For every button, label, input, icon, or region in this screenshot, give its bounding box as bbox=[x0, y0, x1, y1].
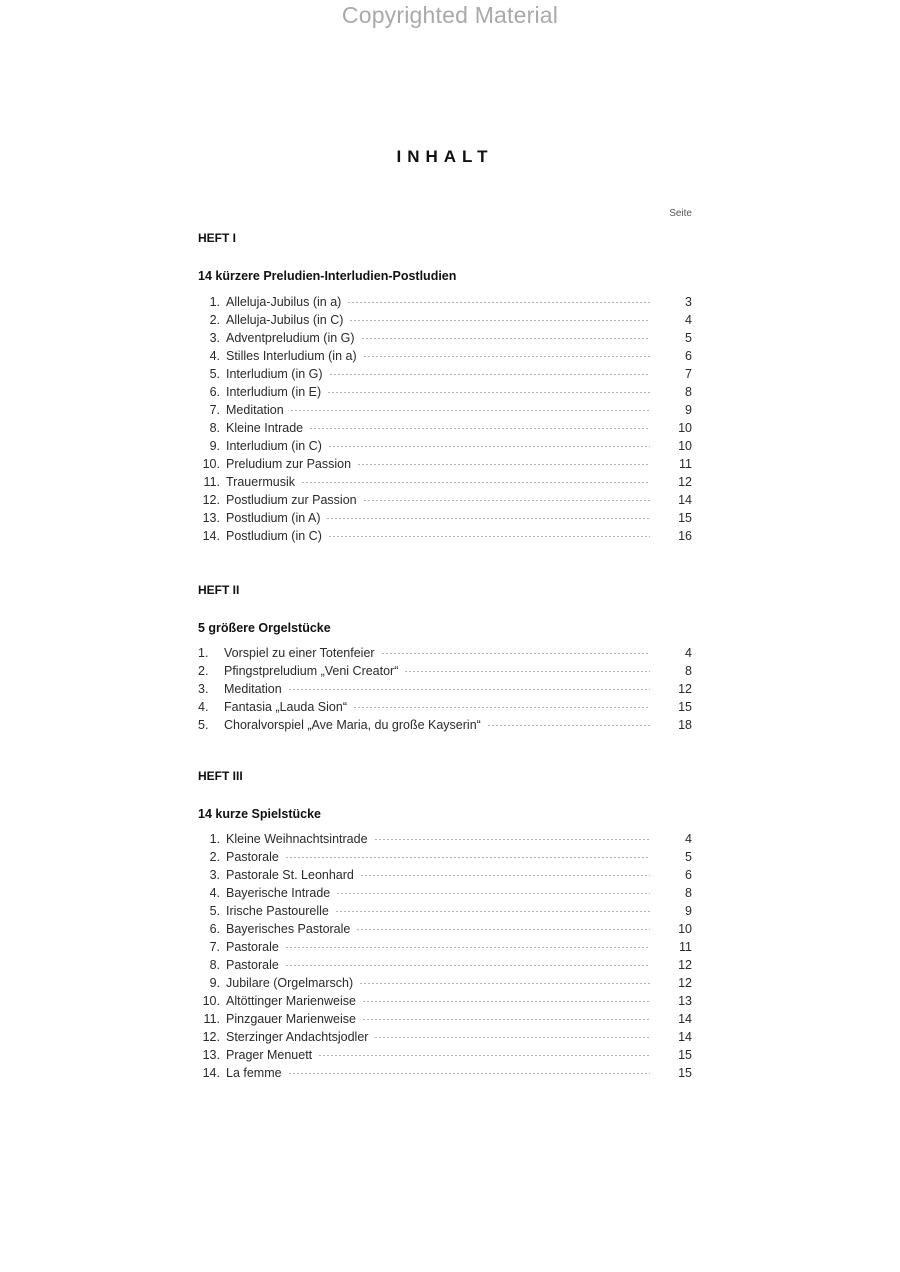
leader-dots bbox=[309, 428, 650, 429]
page-column-label: Seite bbox=[669, 208, 692, 219]
entry-title: Adventpreludium (in G) bbox=[226, 331, 355, 345]
entry-page-number: 13 bbox=[678, 994, 692, 1008]
entry-page-number: 14 bbox=[678, 493, 692, 507]
toc-entry bbox=[198, 293, 698, 311]
entry-title: Trauermusik bbox=[226, 475, 295, 489]
entry-title: Meditation bbox=[224, 682, 282, 696]
entry-title: Pastorale St. Leonhard bbox=[226, 868, 354, 882]
entry-number: 11. bbox=[203, 475, 220, 489]
entry-title: Postludium (in C) bbox=[226, 529, 322, 543]
leader-dots bbox=[487, 725, 650, 726]
toc-entry bbox=[198, 866, 698, 884]
entry-title: Fantasia „Lauda Sion“ bbox=[224, 700, 347, 714]
heft-1-title: 14 kürzere Preludien-Interludien-Postludien bbox=[198, 269, 457, 283]
leader-dots bbox=[328, 446, 650, 447]
leader-dots bbox=[326, 518, 650, 519]
entry-number: 9. bbox=[209, 976, 220, 990]
entry-number: 4. bbox=[198, 700, 209, 714]
toc-entry bbox=[198, 1028, 698, 1046]
leader-dots bbox=[288, 689, 650, 690]
entry-page-number: 8 bbox=[685, 664, 692, 678]
leader-dots bbox=[301, 482, 650, 483]
toc-entry bbox=[198, 716, 698, 734]
leader-dots bbox=[347, 302, 650, 303]
entry-page-number: 12 bbox=[678, 958, 692, 972]
entry-number: 4. bbox=[209, 886, 220, 900]
entry-title: Meditation bbox=[226, 403, 284, 417]
entry-number: 8. bbox=[209, 958, 220, 972]
entry-page-number: 6 bbox=[685, 868, 692, 882]
entry-number: 8. bbox=[209, 421, 220, 435]
toc-entry bbox=[198, 644, 698, 662]
entry-number: 1. bbox=[209, 295, 220, 309]
entry-page-number: 12 bbox=[678, 475, 692, 489]
entry-title: Alleluja-Jubilus (in a) bbox=[226, 295, 342, 309]
toc-entry bbox=[198, 974, 698, 992]
leader-dots bbox=[353, 707, 650, 708]
entry-title: Bayerisches Pastorale bbox=[226, 922, 351, 936]
heft-3-label: HEFT III bbox=[198, 769, 243, 783]
toc-entry bbox=[198, 401, 698, 419]
entry-number: 12. bbox=[202, 1030, 220, 1044]
entry-number: 4. bbox=[209, 349, 220, 363]
entry-page-number: 3 bbox=[685, 295, 692, 309]
leader-dots bbox=[328, 536, 650, 537]
leader-dots bbox=[374, 1037, 650, 1038]
toc-entry bbox=[198, 830, 698, 848]
entry-title: Pastorale bbox=[226, 940, 279, 954]
entry-number: 9. bbox=[209, 439, 220, 453]
entry-number: 12. bbox=[202, 493, 220, 507]
entry-page-number: 4 bbox=[685, 832, 692, 846]
leader-dots bbox=[349, 320, 650, 321]
entry-title: Interludium (in E) bbox=[226, 385, 322, 399]
leader-dots bbox=[381, 653, 650, 654]
entry-number: 5. bbox=[209, 367, 220, 381]
entry-number: 1. bbox=[198, 646, 209, 660]
entry-number: 7. bbox=[209, 403, 220, 417]
toc-entry bbox=[198, 383, 698, 401]
leader-dots bbox=[360, 875, 650, 876]
leader-dots bbox=[288, 1073, 650, 1074]
entry-number: 3. bbox=[198, 682, 209, 696]
toc-entry bbox=[198, 455, 698, 473]
entry-number: 2. bbox=[209, 313, 220, 327]
entry-page-number: 11 bbox=[679, 940, 692, 954]
leader-dots bbox=[362, 1001, 650, 1002]
entry-page-number: 15 bbox=[678, 1048, 692, 1062]
entry-page-number: 7 bbox=[685, 367, 692, 381]
entry-page-number: 10 bbox=[678, 421, 692, 435]
toc-entry bbox=[198, 956, 698, 974]
entry-title: Postludium zur Passion bbox=[226, 493, 357, 507]
entry-page-number: 9 bbox=[685, 403, 692, 417]
entry-title: Choralvorspiel „Ave Maria, du große Kayserin“ bbox=[224, 718, 481, 732]
entry-title: Prager Menuett bbox=[226, 1048, 313, 1062]
entry-number: 14. bbox=[202, 529, 220, 543]
toc-entry bbox=[198, 680, 698, 698]
entry-title: Bayerische Intrade bbox=[226, 886, 331, 900]
entry-number: 2. bbox=[209, 850, 220, 864]
entry-page-number: 12 bbox=[678, 976, 692, 990]
entry-title: Pinzgauer Marienweise bbox=[226, 1012, 356, 1026]
heft-2-contents bbox=[198, 644, 698, 734]
toc-entry bbox=[198, 527, 698, 545]
entry-page-number: 12 bbox=[678, 682, 692, 696]
entry-number: 11. bbox=[203, 1012, 220, 1026]
leader-dots bbox=[290, 410, 650, 411]
entry-title: Jubilare (Orgelmarsch) bbox=[226, 976, 354, 990]
entry-title: Pfingstpreludium „Veni Creator“ bbox=[224, 664, 399, 678]
toc-entry bbox=[198, 848, 698, 866]
entry-number: 1. bbox=[209, 832, 220, 846]
entry-page-number: 15 bbox=[678, 1066, 692, 1080]
toc-entry bbox=[198, 1046, 698, 1064]
leader-dots bbox=[329, 374, 650, 375]
leader-dots bbox=[357, 464, 650, 465]
entry-title: Kleine Intrade bbox=[226, 421, 304, 435]
toc-entry bbox=[198, 311, 698, 329]
toc-entry bbox=[198, 1010, 698, 1028]
toc-entry bbox=[198, 365, 698, 383]
toc-entry bbox=[198, 509, 698, 527]
page-title: INHALT bbox=[396, 147, 494, 166]
heft-3-contents bbox=[198, 830, 698, 1082]
entry-title: Sterzinger Andachtsjodler bbox=[226, 1030, 369, 1044]
toc-entry bbox=[198, 419, 698, 437]
leader-dots bbox=[285, 857, 650, 858]
toc-entry bbox=[198, 491, 698, 509]
entry-page-number: 6 bbox=[685, 349, 692, 363]
leader-dots bbox=[318, 1055, 650, 1056]
entry-page-number: 15 bbox=[678, 700, 692, 714]
entry-page-number: 11 bbox=[679, 457, 692, 471]
entry-number: 7. bbox=[209, 940, 220, 954]
toc-entry bbox=[198, 347, 698, 365]
heft-1-label: HEFT I bbox=[198, 231, 236, 245]
entry-page-number: 8 bbox=[685, 886, 692, 900]
heft-3-title: 14 kurze Spielstücke bbox=[198, 807, 321, 821]
entry-page-number: 15 bbox=[678, 511, 692, 525]
entry-number: 13. bbox=[202, 1048, 220, 1062]
entry-page-number: 8 bbox=[685, 385, 692, 399]
entry-page-number: 5 bbox=[685, 331, 692, 345]
entry-number: 13. bbox=[202, 511, 220, 525]
toc-entry bbox=[198, 662, 698, 680]
toc-entry bbox=[198, 329, 698, 347]
entry-number: 6. bbox=[209, 922, 220, 936]
entry-page-number: 18 bbox=[678, 718, 692, 732]
entry-title: Interludium (in G) bbox=[226, 367, 323, 381]
entry-title: La femme bbox=[226, 1066, 282, 1080]
entry-page-number: 4 bbox=[685, 646, 692, 660]
toc-entry bbox=[198, 920, 698, 938]
heft-2-title: 5 größere Orgelstücke bbox=[198, 621, 331, 635]
entry-page-number: 14 bbox=[678, 1030, 692, 1044]
toc-entry bbox=[198, 437, 698, 455]
leader-dots bbox=[359, 983, 650, 984]
leader-dots bbox=[285, 947, 650, 948]
entry-page-number: 16 bbox=[678, 529, 692, 543]
entry-number: 3. bbox=[209, 331, 220, 345]
entry-number: 2. bbox=[198, 664, 209, 678]
leader-dots bbox=[361, 338, 650, 339]
toc-entry bbox=[198, 992, 698, 1010]
entry-title: Alleluja-Jubilus (in C) bbox=[226, 313, 344, 327]
entry-title: Pastorale bbox=[226, 850, 279, 864]
copyright-watermark: Copyrighted Material bbox=[341, 2, 559, 28]
entry-page-number: 10 bbox=[678, 439, 692, 453]
entry-page-number: 5 bbox=[685, 850, 692, 864]
leader-dots bbox=[336, 893, 650, 894]
leader-dots bbox=[285, 965, 650, 966]
entry-page-number: 14 bbox=[678, 1012, 692, 1026]
entry-title: Irische Pastourelle bbox=[226, 904, 329, 918]
entry-number: 5. bbox=[198, 718, 209, 732]
toc-entry bbox=[198, 1064, 698, 1082]
leader-dots bbox=[356, 929, 650, 930]
entry-title: Stilles Interludium (in a) bbox=[226, 349, 357, 363]
entry-number: 10. bbox=[202, 994, 220, 1008]
entry-number: 10. bbox=[202, 457, 220, 471]
entry-page-number: 4 bbox=[685, 313, 692, 327]
entry-page-number: 9 bbox=[685, 904, 692, 918]
leader-dots bbox=[374, 839, 650, 840]
entry-title: Interludium (in C) bbox=[226, 439, 322, 453]
entry-number: 14. bbox=[202, 1066, 220, 1080]
entry-title: Vorspiel zu einer Totenfeier bbox=[224, 646, 375, 660]
entry-title: Preludium zur Passion bbox=[226, 457, 352, 471]
leader-dots bbox=[404, 671, 650, 672]
toc-entry bbox=[198, 473, 698, 491]
entry-number: 3. bbox=[209, 868, 220, 882]
toc-entry bbox=[198, 884, 698, 902]
entry-title: Altöttinger Marienweise bbox=[226, 994, 356, 1008]
leader-dots bbox=[362, 1019, 650, 1020]
entry-number: 5. bbox=[209, 904, 220, 918]
heft-1-contents bbox=[198, 293, 698, 545]
leader-dots bbox=[335, 911, 650, 912]
leader-dots bbox=[327, 392, 650, 393]
leader-dots bbox=[363, 356, 650, 357]
entry-page-number: 10 bbox=[678, 922, 692, 936]
toc-entry bbox=[198, 902, 698, 920]
toc-entry bbox=[198, 938, 698, 956]
entry-title: Kleine Weihnachtsintrade bbox=[226, 832, 368, 846]
entry-title: Pastorale bbox=[226, 958, 279, 972]
entry-title: Postludium (in A) bbox=[226, 511, 321, 525]
leader-dots bbox=[363, 500, 650, 501]
toc-entry bbox=[198, 698, 698, 716]
entry-number: 6. bbox=[209, 385, 220, 399]
heft-2-label: HEFT II bbox=[198, 583, 240, 597]
